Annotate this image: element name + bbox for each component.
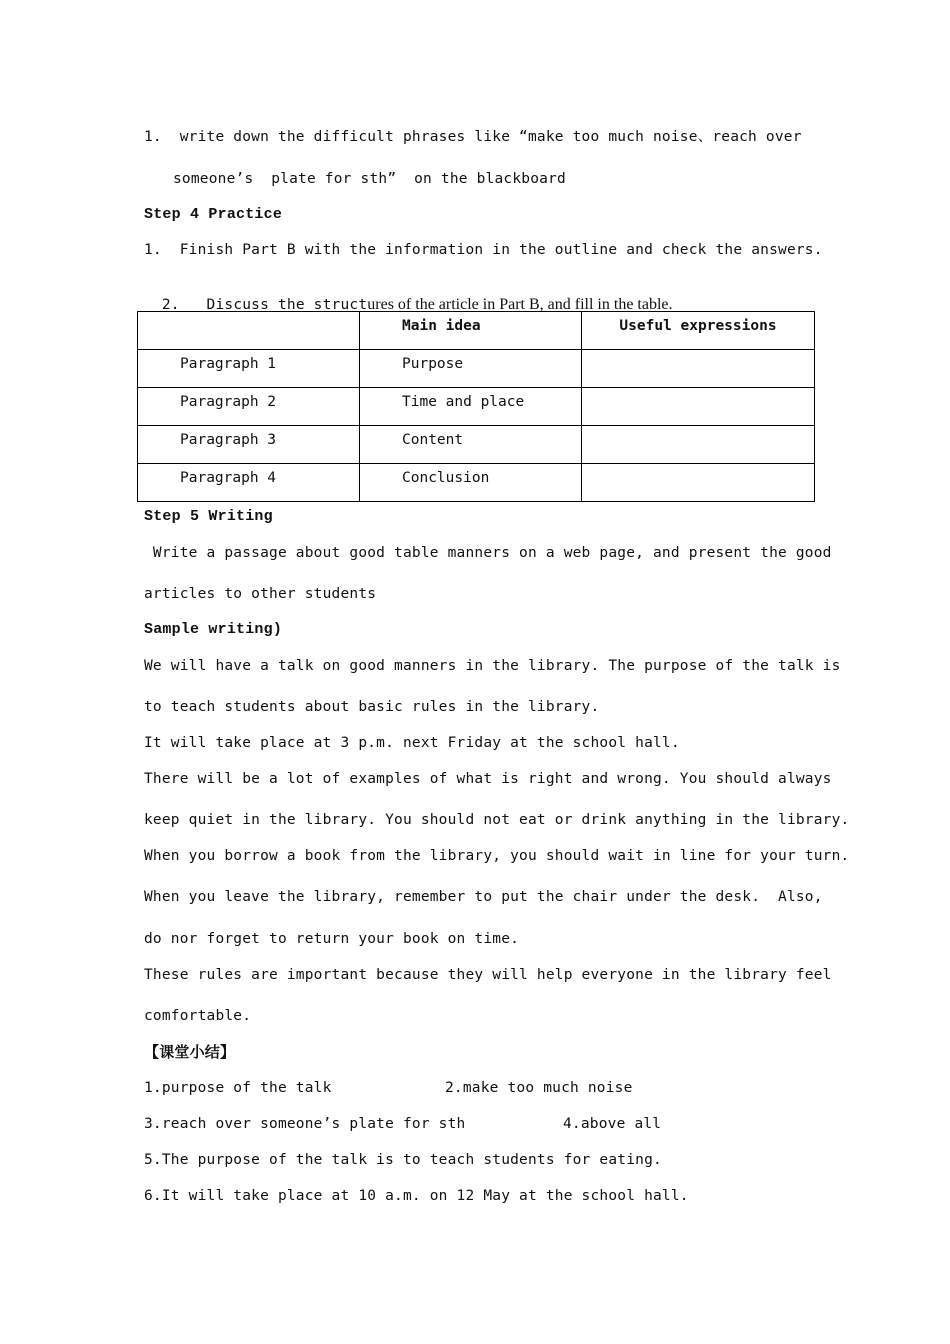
sample-line: When you borrow a book from the library, you should wait in line for your turn.: [144, 848, 850, 864]
table-row: [138, 464, 815, 502]
sample-line: When you leave the library, remember to put the chair under the desk. Also,: [144, 889, 823, 905]
table-cell: Purpose: [360, 350, 582, 388]
table-cell: Paragraph 4: [138, 464, 360, 502]
table-header-cell: Main idea: [360, 312, 582, 350]
table-header-cell: Useful expressions: [582, 312, 815, 350]
table-cell: Content: [360, 426, 582, 464]
table-cell: Conclusion: [360, 464, 582, 502]
table-cell: Paragraph 1: [138, 350, 360, 388]
table-row: [138, 388, 815, 426]
summary-item-3: 3.reach over someone’s plate for sth: [144, 1116, 466, 1132]
summary-item-4: 4.above all: [563, 1116, 662, 1132]
table-cell: Time and place: [360, 388, 582, 426]
step4-title: Step 4 Practice: [144, 206, 283, 223]
structure-table: [137, 311, 815, 502]
sample-line: There will be a lot of examples of what is right and wrong. You should always: [144, 771, 832, 787]
table-cell: Paragraph 3: [138, 426, 360, 464]
table-header-row: [138, 312, 815, 350]
summary-title: 【课堂小结】: [144, 1043, 236, 1061]
summary-item-1: 1.purpose of the talk: [144, 1080, 332, 1096]
table-cell: [582, 464, 815, 502]
step4-item2: [144, 278, 673, 314]
table-row: [138, 350, 815, 388]
summary-item-5: 5.The purpose of the talk is to teach students for eating.: [144, 1152, 662, 1168]
sample-line: to teach students about basic rules in the library.: [144, 699, 600, 715]
step5-line2: articles to other students: [144, 586, 377, 602]
table-cell: [582, 350, 815, 388]
sample-line: These rules are important because they will help everyone in the library feel: [144, 967, 832, 983]
sample-line: comfortable.: [144, 1008, 252, 1024]
table-header-cell: [138, 312, 360, 350]
step3-item1-line2: someone’s plate for sth” on the blackboard: [173, 171, 566, 187]
step4-item1: 1. Finish Part B with the information in the outline and check the answers.: [144, 242, 823, 258]
step4-item2-serif: ures of the article in Part B, and fill in the table.: [367, 296, 673, 313]
step5-title: Step 5 Writing: [144, 508, 273, 525]
step4-item2-mono: 2. Discuss the struct: [161, 297, 368, 313]
table-cell: [582, 388, 815, 426]
summary-item-2: 2.make too much noise: [445, 1080, 633, 1096]
table-cell: Paragraph 2: [138, 388, 360, 426]
sample-line: keep quiet in the library. You should not eat or drink anything in the library.: [144, 812, 850, 828]
table-row: [138, 426, 815, 464]
sample-line: It will take place at 3 p.m. next Friday at the school hall.: [144, 735, 680, 751]
table-cell: [582, 426, 815, 464]
sample-line: do nor forget to return your book on time.: [144, 931, 520, 947]
step3-item1-line1: 1. write down the difficult phrases like “make too much noise、reach over: [144, 129, 802, 145]
step5-line1: Write a passage about good table manners on a web page, and present the good: [144, 545, 832, 561]
sample-line: We will have a talk on good manners in the library. The purpose of the talk is: [144, 658, 841, 674]
sample-title: Sample writing): [144, 621, 283, 638]
summary-item-6: 6.It will take place at 10 a.m. on 12 May at the school hall.: [144, 1188, 689, 1204]
